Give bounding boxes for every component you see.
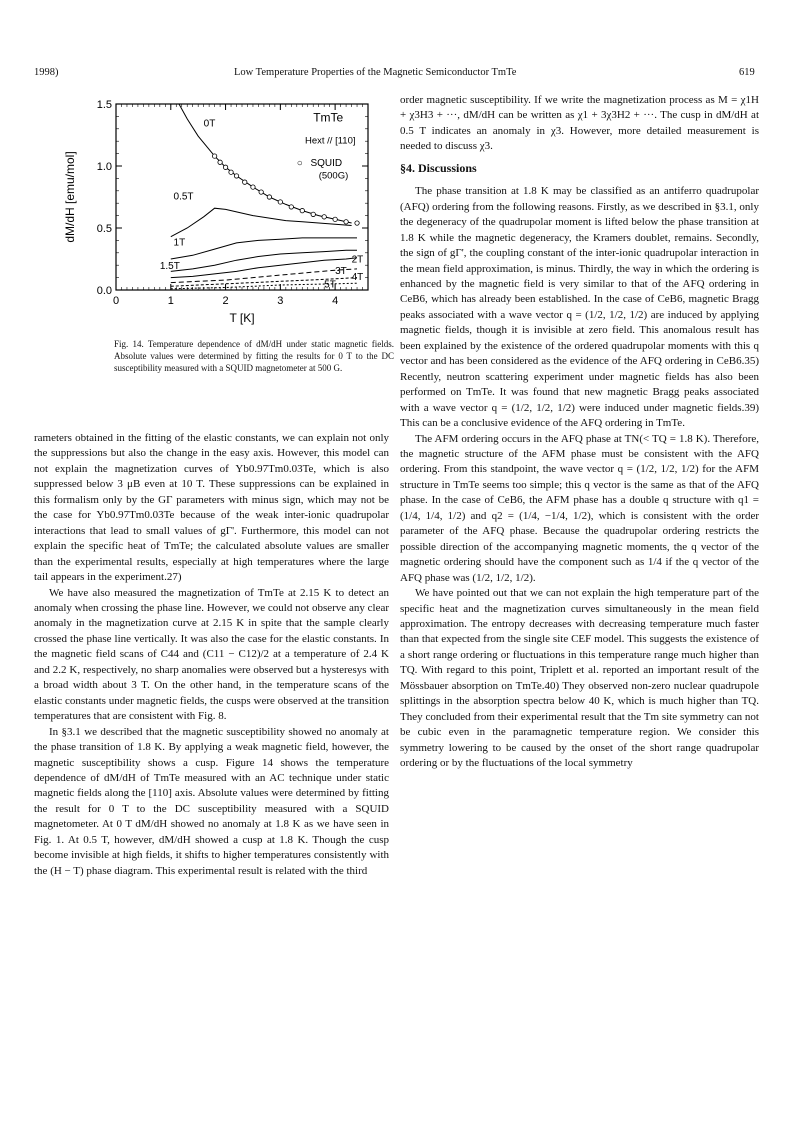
plot-frame <box>116 104 368 290</box>
squid-point <box>267 195 271 199</box>
left-column <box>34 431 389 879</box>
series-label: 2T <box>351 254 364 266</box>
x-tick-label: 2 <box>222 295 229 307</box>
squid-point <box>259 190 263 194</box>
legend-marker: ○ <box>296 158 303 169</box>
squid-point <box>243 180 247 184</box>
y-tick-label: 1.5 <box>96 99 112 111</box>
paragraph: We have pointed out that we can not explain the high temperature part of the specific heat and the magnetization curves simultaneously in the mean field approximation. The entropy decreases with decreasing temperature much faster than that expected from the single site CEF model. This suggests the existence of a short range ordering or fluctuations in this temperature range much higher than TQ. With regard to this point, Triplett et al. reported an important result of the Mössbauer absorption on TmTe.40) They observed non-zero nuclear quadrupole splittings in the absorption spectra below 40 K, which is much higher than TQ. They concluded from their experimental result that the Tm site symmetry can not be cubic even in the paramagnetic temperature region. We consider this symmetry lowering to be caused by the onset of the short range quadrupolar ordering or by the fluctuations of the local symmetry <box>400 587 759 770</box>
series-label: 3T <box>335 265 347 277</box>
figure-caption: Fig. 14. Temperature dependence of dM/dH under static magnetic fields. Absolute values were determined by fitting the results for 0 T to the DC susceptibility measured with a SQUID magnetometer at 500 G. <box>114 339 394 373</box>
squid-point <box>344 220 348 224</box>
section-heading: §4. Discussions <box>400 160 477 175</box>
running-header-title: Low Temperature Properties of the Magnetic Semiconductor TmTe <box>234 67 517 78</box>
squid-point <box>229 170 233 174</box>
series-label: 0.5T <box>173 191 194 203</box>
squid-point <box>251 185 255 189</box>
legend-squid-field: (500G) <box>318 170 349 182</box>
legend-sample: TmTe <box>313 110 344 125</box>
squid-point <box>355 221 359 225</box>
paragraph: The phase transition at 1.8 K may be classified as an antiferro quadrupolar (AFQ) ordering from the following reasons. Firstly, as we described in §3.1, only the degeneracy of the quadrupolar moment is lifted below the phase transition at 1.8 K while the magnetic degeneracy, the Kramers doublet, remains. Secondly, the sign of gΓ', the coupling constant of the inter-ionic quadrupolar interaction in the mean field approximation, is minus. Thirdly, the way in which the ordering is enhanced by the magnetic field is very similar to that of the AFQ ordering in CeB6, which has already been established. In the case of CeB6, magnetic Bragg peaks associated with a wave vector q = (1/2, 1/2, 1/2) are induced by applying magnetic fields, though it is invisible at zero field. This anomalous result has been explained by the existence of the ordered quadrupolar moments with this q vector and has been considered as the evidence of the AFQ ordering in CeB6.35) Recently, neutron scattering experiment under magnetic fields has also been performed on TmTe. It was found that new magnetic Bragg peaks associated with a wave vector q = (1/2, 1/2, 1/2) were induced under magnetic fields.39) This can be a conclusive evidence of the AFQ ordering in TmTe. <box>400 185 759 430</box>
series-line-0_5T <box>171 208 352 237</box>
y-tick-label: 0.5 <box>96 223 112 235</box>
paragraph: In §3.1 we described that the magnetic susceptibility showed no anomaly at the phase transition of 1.8 K. By applying a weak magnetic field, however, the magnetic susceptibility shows a cusp. Figure 14 shows the temperature dependence of dM/dH of TmTe measured with an AC technique under static magnetic fields along the [110] axis. Absolute values were determined by fitting the result for 0 T to the DC susceptibility measured with a SQUID magnetometer. At 0 T dM/dH showed no anomaly at 1.8 K as we have seen in Fig. 1. At 0.5 T, however, dM/dH showed a cusp at 1.8 K. Though the cusp become invisible at high fields, it shifts to higher temperatures consistently with the (H − T) phase diagram. This experimental result is related with the third <box>34 725 389 877</box>
y-tick-label: 0.0 <box>96 285 112 297</box>
right-column <box>400 93 759 771</box>
squid-point <box>311 212 315 216</box>
x-tick-label: 4 <box>332 295 339 307</box>
x-tick-label: 3 <box>277 295 284 307</box>
squid-point <box>218 160 222 164</box>
squid-point <box>223 165 227 169</box>
squid-point <box>322 215 326 219</box>
y-tick-label: 1.0 <box>96 161 112 173</box>
series-label: 5T <box>324 279 336 291</box>
x-axis-label: T [K] <box>229 311 255 325</box>
x-tick-label: 0 <box>112 295 120 307</box>
figure-14-chart <box>50 90 390 330</box>
x-tick-label: 1 <box>167 295 174 307</box>
series-label: 1.5T <box>159 260 180 272</box>
squid-point <box>300 208 304 212</box>
page-number: 619 <box>739 67 755 78</box>
paragraph: We have also measured the magnetization of TmTe at 2.15 K to detect an anomaly when crossing the phase line. However, we could not observe any clear anomaly in the magnetization curve at 2.15 K in spite that the sample clearly crossed the phase line vertically. It was also the case for the elastic constants. In the magnetic field scans of C44 and (C11 − C12)/2 at a temperature of 2.4 K and 2.2 K, respectively, no sharp anomalies were observed but a hysteresys with a broad width about 3 T. On the other hand, in the temperature scans of the elastic constants under magnetic fields, the cusps were observed at the transition temperatures that are consistent with Fig. 8. <box>34 586 389 723</box>
squid-point <box>212 154 216 158</box>
squid-point <box>278 200 282 204</box>
paragraph: order magnetic susceptibility. If we write the magnetization process as M = χ1H + χ3H3 + ···, dM/dH can be written as χ1 + 3χ3H2 + ···. The cusp in dM/dH at 0.5 T indicates an anomaly in χ3. However, more detailed measurement is needed to discuss χ3. <box>400 94 759 153</box>
paragraph: The AFM ordering occurs in the AFQ phase at TN(< TQ = 1.8 K). Therefore, the magnetic structure of the AFM phase must be consistent with the AFQ ordering. From this standpoint, the wave vector q = (1/2, 1/2, 1/2) for the AFM structure in TmTe seems too simple; this q vector is the same as that of the AFQ phase. In the case of CeB6, the AFM phase has a double q structure with q1 = (1/4, 1/4, 1/2) and q2 = (1/4, −1/4, 1/2), which is consistent with the order parameter of the AFQ phase. Because the quadrupolar ordering restricts the possible direction of the accompanying magnetic moments, the q vector of the magnetic ordering should have the component such as 1/4 if the q vector of the AFQ phase was (1/2, 1/2, 1/2). <box>400 432 759 584</box>
squid-point <box>289 205 293 209</box>
series-label: 1T <box>173 237 186 249</box>
series-label: 0T <box>203 118 216 130</box>
running-header-left: 1998) <box>34 67 59 78</box>
squid-point <box>234 174 238 178</box>
y-axis-label: dM/dH [emu/mol] <box>63 151 77 243</box>
legend-field-direction: Hext // [110] <box>305 135 356 147</box>
series-label: 4T <box>351 272 364 284</box>
legend-squid: SQUID <box>310 158 343 169</box>
paragraph: rameters obtained in the fitting of the elastic constants, we can explain not only the suppressions but also the change in the easy axis. However, this model can not explain the magnetization curves of Yb0.97Tm0.03Te, which is also suppressed below 3 μB even at 10 T. These suppressions can be explained in this formalism only by the GΓ parameters with minus sign, which may not be the case for Yb0.97Tm0.03Te because of the weak inter-ionic quadrupolar interactions that lead to small values of gΓ'. Furthermore, this model can not explain the specific heat of TmTe; the calculated absolute values are smaller than the experimental results, especially at high temperatures where the large tail appears in the experiment.27) <box>34 432 389 584</box>
squid-point <box>333 217 337 221</box>
